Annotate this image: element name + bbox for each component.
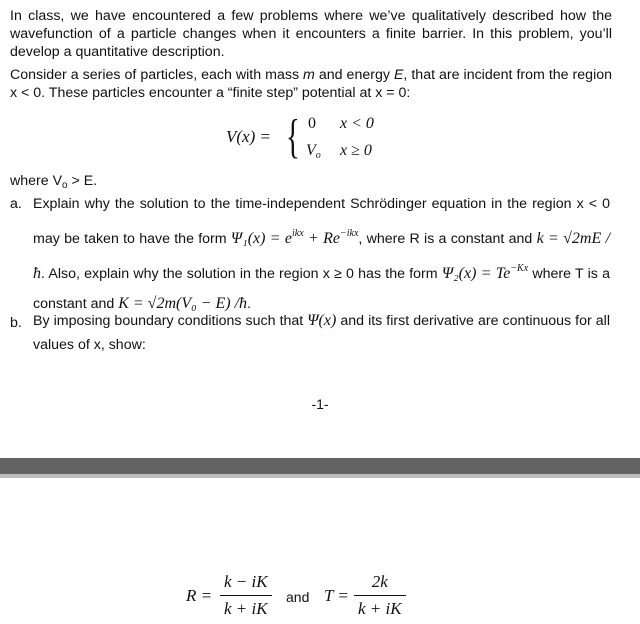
setup-paragraph bbox=[10, 66, 612, 102]
case1-value: 0 bbox=[308, 115, 316, 132]
K-definition: K = √2m(V₀ − E) /ħ bbox=[118, 295, 248, 312]
R-fraction bbox=[220, 572, 272, 619]
setup-mass-symbol: m bbox=[303, 67, 315, 83]
psi1-mid: + Re bbox=[303, 230, 340, 247]
page-separator-edge bbox=[0, 474, 640, 478]
psi2-expression bbox=[442, 265, 528, 282]
page-number: -1- bbox=[311, 396, 329, 412]
T-fraction bbox=[354, 572, 406, 619]
part-b-text2: and its first derivative are continuous for all values of x, show: bbox=[33, 313, 610, 353]
setup-text-pre: Consider a series of particles, each with mass bbox=[10, 67, 304, 83]
part-b-body bbox=[33, 309, 610, 357]
part-a-end: . bbox=[247, 296, 251, 312]
part-a-text1: Explain why the solution to the time-independent Schrödinger equation in the region x < 0 may be taken to have the form bbox=[33, 196, 610, 247]
part-b-text1: By imposing boundary conditions such that bbox=[33, 313, 304, 329]
psi2-base: Ψ₂(x) = Te bbox=[441, 265, 511, 282]
part-a-label: a. bbox=[10, 196, 22, 212]
case2-condition: x ≥ 0 bbox=[340, 142, 372, 159]
part-b bbox=[10, 312, 610, 363]
T-denominator: k + iK bbox=[358, 599, 402, 618]
case2-subscript: o bbox=[315, 150, 321, 161]
T-lhs: T = bbox=[324, 586, 349, 605]
psi1-exponent2: −ikx bbox=[340, 228, 359, 239]
psi1-exponent1: ikx bbox=[292, 228, 304, 239]
part-b-label: b. bbox=[10, 315, 22, 331]
psi1-base: Ψ₁(x) = e bbox=[230, 230, 293, 247]
intro-paragraph: In class, we have encountered a few problems where we’ve qualitatively described how the wavefunction of a particle changes when it encounters a finite barrier. In this problem, you’ll develop a quantitative description. bbox=[10, 8, 612, 60]
part-a-text4: where T is a constant and bbox=[33, 266, 610, 312]
setup-text-post: , that are incident from the region x < 0. These particles encounter a “finite step” potential at x = 0: bbox=[10, 67, 612, 101]
where-text: where V bbox=[10, 173, 63, 189]
part-a-text3: . Also, explain why the solution in the region x ≥ 0 has the form bbox=[41, 266, 438, 282]
where-text-post: > E. bbox=[67, 173, 98, 189]
result-equations bbox=[186, 572, 416, 622]
R-lhs: R = bbox=[186, 586, 213, 605]
where-subscript: o bbox=[62, 180, 68, 191]
setup-energy-symbol: E bbox=[393, 67, 404, 83]
potential-lhs: V(x) = bbox=[226, 127, 271, 146]
left-brace: { bbox=[286, 110, 300, 163]
psi1-expression bbox=[231, 230, 359, 247]
R-denominator: k + iK bbox=[224, 599, 268, 618]
case2-V: V bbox=[306, 142, 316, 159]
T-numerator: 2k bbox=[354, 572, 406, 596]
setup-text-mid: and energy bbox=[314, 67, 394, 83]
R-numerator: k − iK bbox=[220, 572, 272, 596]
part-a bbox=[10, 196, 611, 312]
case1-condition: x < 0 bbox=[340, 115, 374, 132]
part-a-body bbox=[33, 190, 610, 319]
k-definition: k = √2mE /ħ bbox=[33, 230, 611, 282]
case2-value bbox=[306, 142, 321, 161]
page-separator bbox=[0, 458, 640, 474]
and-word: and bbox=[286, 589, 310, 605]
psi2-exponent: −Kx bbox=[510, 263, 529, 274]
psi-symbol: Ψ(x) bbox=[307, 312, 337, 329]
part-a-text2: , where R is a constant and bbox=[358, 231, 533, 247]
potential-equation bbox=[226, 110, 386, 169]
